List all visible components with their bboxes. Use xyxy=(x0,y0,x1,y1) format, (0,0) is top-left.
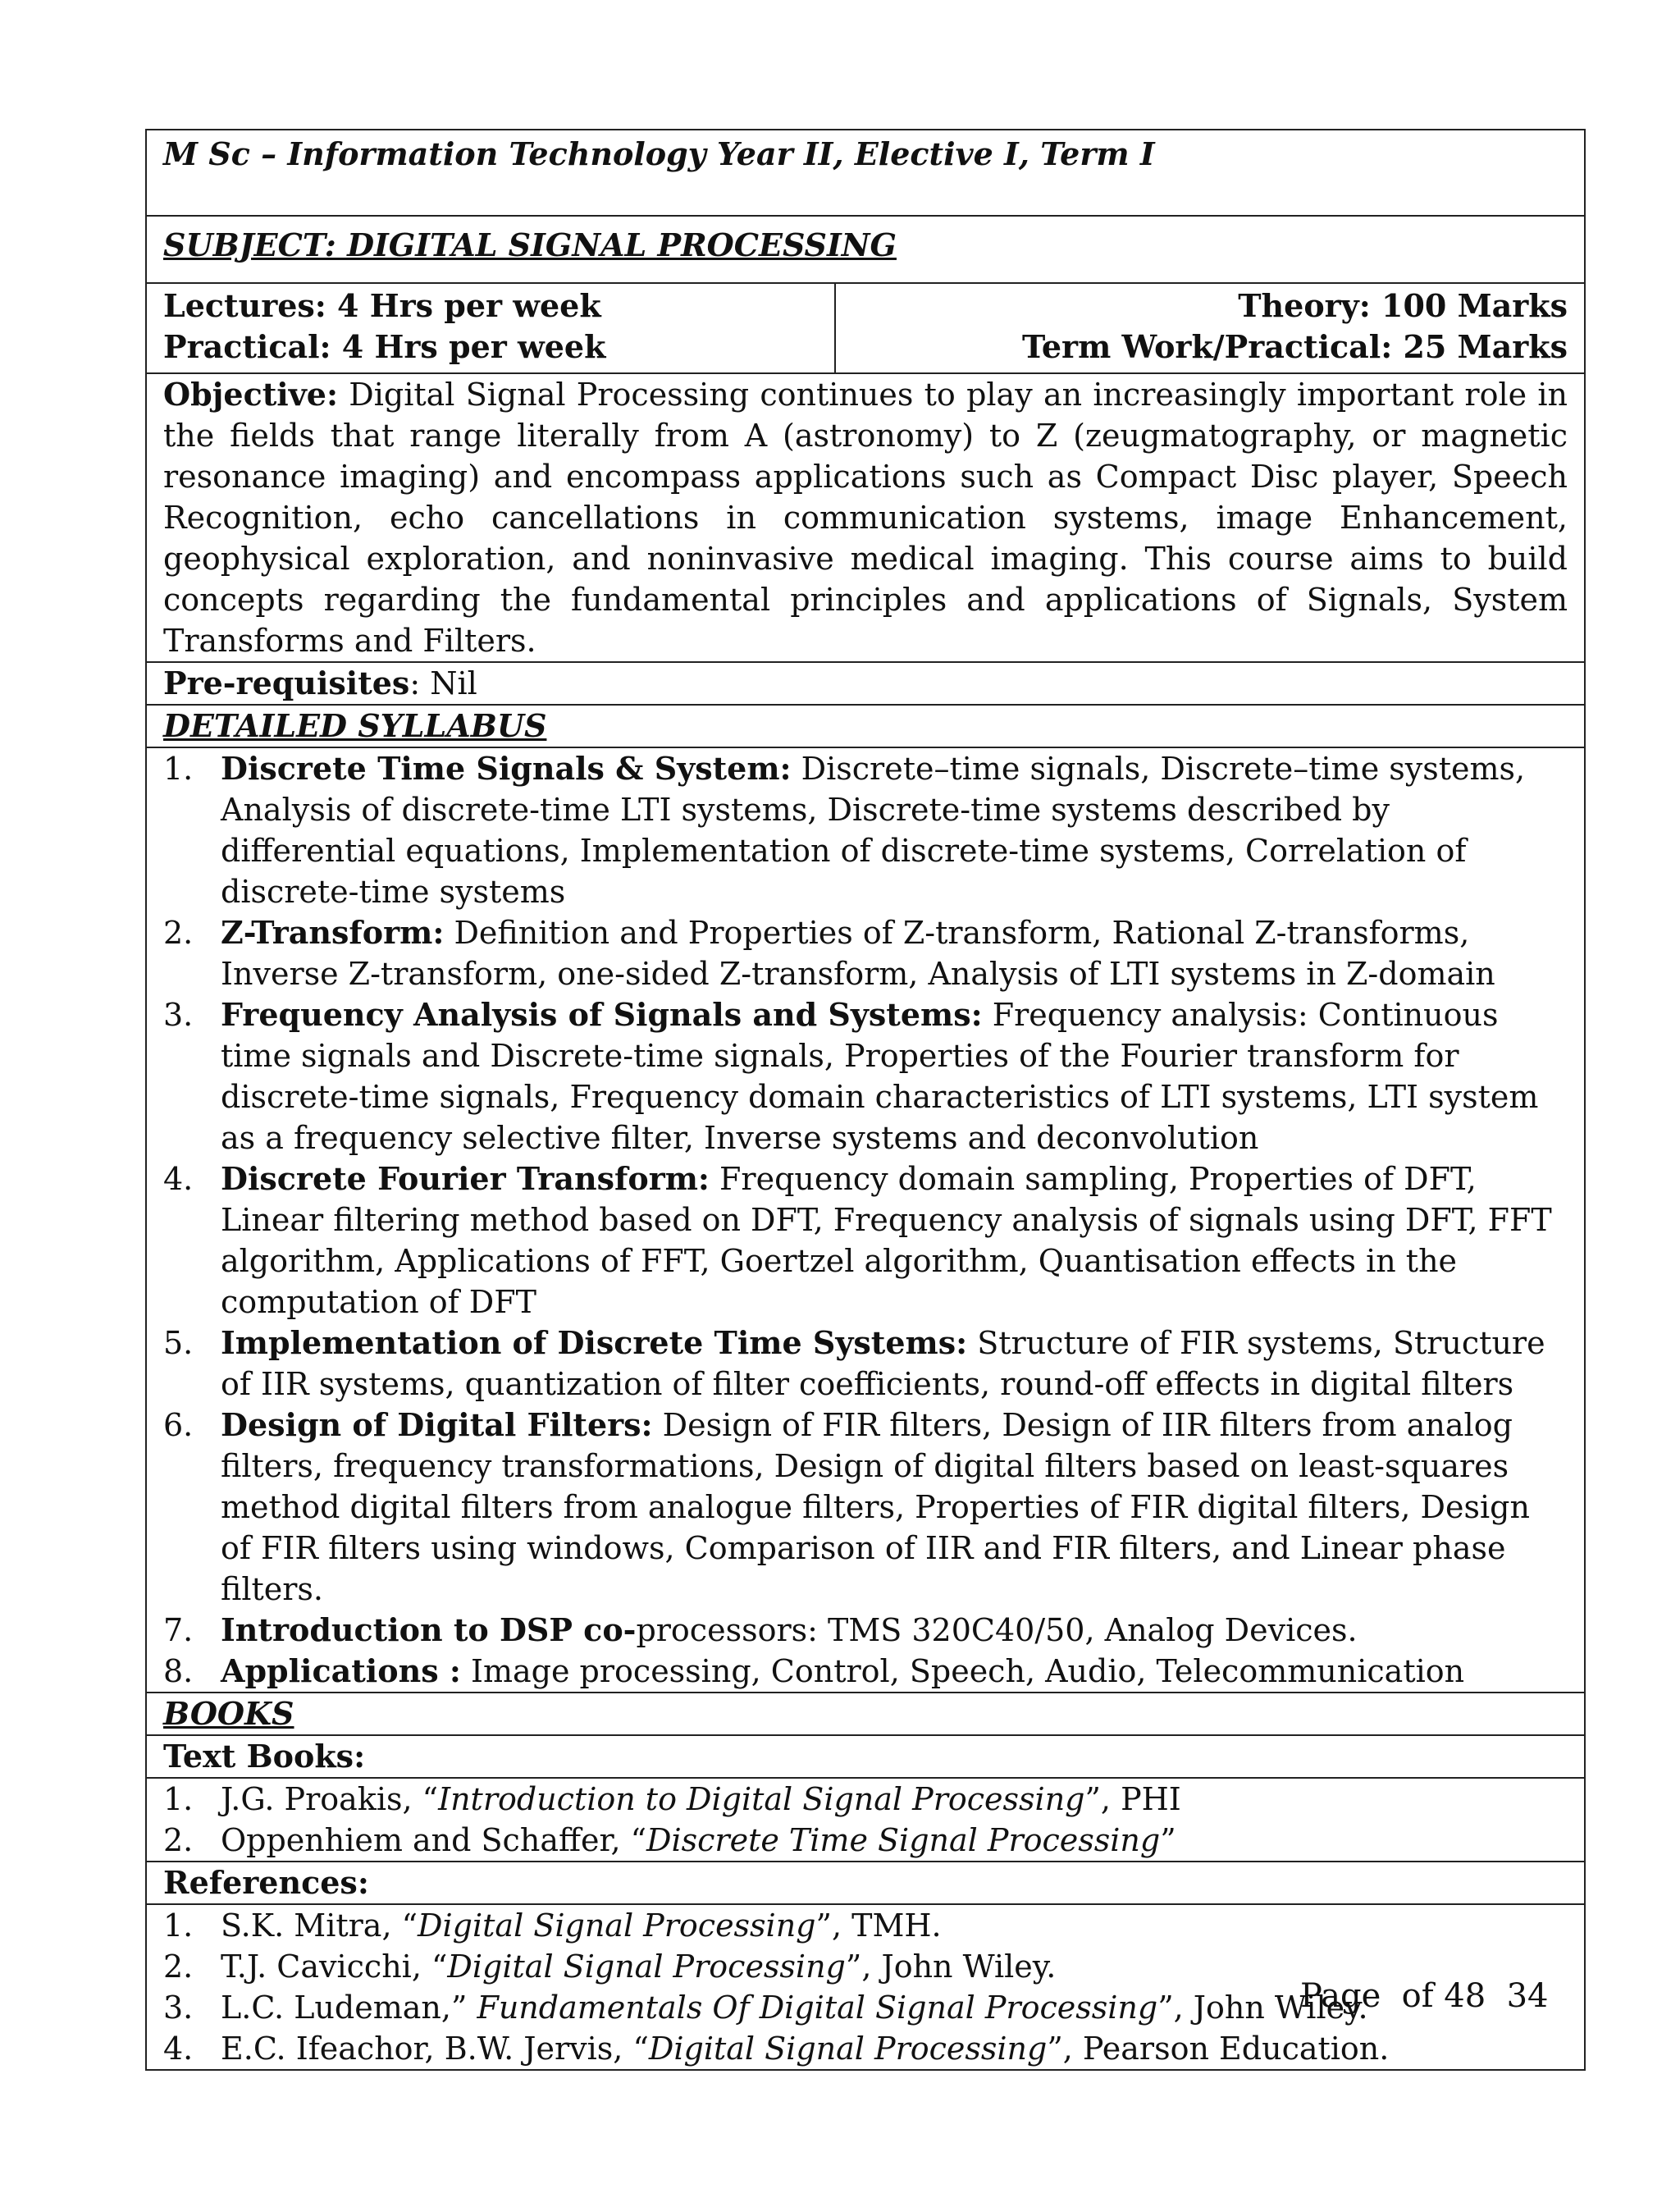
program-title: M Sc – Information Technology Year II, Elective I, Term I xyxy=(163,135,1155,172)
unit-text: Frequency domain sampling, Properties of DFT, Linear filtering method based on DFT, Frequency analysis of signals using DFT, FFT algorithm, Applications of FFT, Goertzel algorithm, Quantisation effects in the computation of DFT xyxy=(221,1161,1552,1320)
list-item: 7. Introduction to DSP co-processors: TMS 320C40/50, Analog Devices. xyxy=(163,1611,1358,1648)
unit-text: processors: TMS 320C40/50, Analog Devices. xyxy=(636,1612,1358,1648)
unit-title: Implementation of Discrete Time Systems: xyxy=(221,1324,968,1361)
prerequisites-label: Pre-requisites xyxy=(163,665,410,701)
books-heading-row xyxy=(147,1693,1584,1736)
list-item: 4. Discrete Fourier Transform: Frequency domain sampling, Properties of DFT, Linear filtering method based on DFT, Frequency analysis of signals using DFT, FFT algorithm, Applications of FFT, Goertzel algorithm, Quantisation effects in the computation of DFT xyxy=(163,1160,1552,1320)
text-books-list xyxy=(163,1779,1568,1861)
list-item: 2. Z-Transform: Definition and Properties of Z-transform, Rational Z-transforms, Inverse Z-transform, one-sided Z-transform, Analysis of LTI systems in Z-domain xyxy=(163,914,1495,992)
references-label-row xyxy=(147,1862,1584,1905)
references-label: References: xyxy=(163,1864,369,1901)
subject-row xyxy=(147,217,1584,284)
hours-marks-row xyxy=(147,284,1584,374)
list-item: 1. Discrete Time Signals & System: Discrete–time signals, Discrete–time systems, Analysis of discrete-time LTI systems, Discrete-time systems described by differential equations, Implementation of discrete-time systems, Correlation of discrete-time systems xyxy=(163,750,1526,910)
unit-title: Discrete Time Signals & System: xyxy=(221,750,792,787)
prerequisites-row xyxy=(147,663,1584,706)
list-item: 1. J.G. Proakis, “Introduction to Digital Signal Processing”, PHI xyxy=(163,1781,1181,1817)
unit-text: Discrete–time signals, Discrete–time systems, Analysis of discrete-time LTI systems, Discrete-time systems described by differential equations, Implementation of discrete-time systems, Correlation of discrete-time systems xyxy=(221,751,1526,910)
book-title: Digital Signal Processing xyxy=(648,2031,1048,2067)
unit-title: Discrete Fourier Transform: xyxy=(221,1160,710,1197)
marks-cell xyxy=(836,284,1584,372)
objective-text: Digital Signal Processing continues to play an increasingly important role in the fields that range literally from A (astronomy) to Z (zeugmatography, or magnetic resonance imaging) and encompass applications such as Compact Disc player, Speech Recognition, echo cancellations in communication systems, image Enhancement, geophysical exploration, and noninvasive medical imaging. This course aims to build concepts regarding the fundamental principles and applications of Signals, System Transforms and Filters. xyxy=(163,377,1568,659)
lectures-hours: Lectures: 4 Hrs per week xyxy=(163,287,601,324)
syllabus-list xyxy=(163,748,1568,1692)
book-title: Digital Signal Processing xyxy=(418,1907,816,1944)
unit-text: Image processing, Control, Speech, Audio, Telecommunication xyxy=(460,1653,1465,1689)
subject-title: SUBJECT: DIGITAL SIGNAL PROCESSING xyxy=(163,226,897,263)
text-books-label: Text Books: xyxy=(163,1738,366,1775)
book-title: Introduction to Digital Signal Processing xyxy=(438,1781,1085,1817)
unit-text: Design of FIR filters, Design of IIR filters from analog filters, frequency transformations, Design of digital filters based on least-squares method digital filters from analogue filters, Properties of FIR digital filters, Design of FIR filters using windows, Comparison of IIR and FIR filters, and Linear phase filters. xyxy=(221,1407,1530,1607)
unit-title: Frequency Analysis of Signals and Systems: xyxy=(221,996,983,1033)
program-header-row xyxy=(147,130,1584,217)
syllabus-list-row xyxy=(147,748,1584,1693)
list-item: 3. L.C. Ludeman,” Fundamentals Of Digital Signal Processing”, John Wiley. xyxy=(163,1990,1368,2026)
book-title: Fundamentals Of Digital Signal Processing xyxy=(477,1990,1158,2026)
objective-row xyxy=(147,374,1584,663)
page-number: Page of 48 34 xyxy=(1300,1977,1549,2015)
syllabus-heading-row xyxy=(147,706,1584,748)
book-title: Digital Signal Processing xyxy=(447,1948,846,1985)
list-item: 4. E.C. Ifeachor, B.W. Jervis, “Digital Signal Processing”, Pearson Education. xyxy=(163,2031,1390,2067)
unit-text: Definition and Properties of Z-transform, Rational Z-transforms, Inverse Z-transform, one-sided Z-transform, Analysis of LTI systems in Z-domain xyxy=(221,915,1495,992)
unit-title: Applications : xyxy=(221,1652,461,1689)
objective-label: Objective: xyxy=(163,376,339,413)
theory-marks: Theory: 100 Marks xyxy=(1238,287,1568,324)
text-books-label-row xyxy=(147,1736,1584,1779)
list-item: 1. S.K. Mitra, “Digital Signal Processing”, TMH. xyxy=(163,1907,942,1944)
hours-cell xyxy=(147,284,836,372)
practical-hours: Practical: 4 Hrs per week xyxy=(163,328,606,365)
text-books-row xyxy=(147,1779,1584,1862)
prerequisites-text: : Nil xyxy=(409,665,477,701)
unit-title: Z-Transform: xyxy=(221,914,445,951)
list-item: 2. T.J. Cavicchi, “Digital Signal Processing”, John Wiley. xyxy=(163,1948,1057,1985)
list-item: 3. Frequency Analysis of Signals and Systems: Frequency analysis: Continuous time signals and Discrete-time signals, Properties of the Fourier transform for discrete-time signals, Frequency domain characteristics of LTI systems, LTI system as a frequency selective filter, Inverse systems and deconvolution xyxy=(163,996,1539,1156)
syllabus-table xyxy=(145,129,1586,2071)
syllabus-heading: DETAILED SYLLABUS xyxy=(163,707,547,744)
unit-title: Design of Digital Filters: xyxy=(221,1406,653,1443)
list-item: 6. Design of Digital Filters: Design of FIR filters, Design of IIR filters from analog filters, frequency transformations, Design of digital filters based on least-squares method digital filters from analogue filters, Properties of FIR digital filters, Design of FIR filters using windows, Comparison of IIR and FIR filters, and Linear phase filters. xyxy=(163,1406,1530,1607)
list-item: 2. Oppenhiem and Schaffer, “Discrete Time Signal Processing” xyxy=(163,1822,1176,1858)
term-work-marks: Term Work/Practical: 25 Marks xyxy=(1021,328,1568,365)
unit-text: Structure of FIR systems, Structure of IIR systems, quantization of filter coefficients, round-off effects in digital filters xyxy=(221,1325,1545,1402)
unit-text: Frequency analysis: Continuous time signals and Discrete-time signals, Properties of the Fourier transform for discrete-time signals, Frequency domain characteristics of LTI systems, LTI system as a frequency selective filter, Inverse systems and deconvolution xyxy=(221,997,1539,1156)
book-title: Discrete Time Signal Processing xyxy=(646,1822,1161,1858)
list-item: 5. Implementation of Discrete Time Systems: Structure of FIR systems, Structure of IIR systems, quantization of filter coefficients, round-off effects in digital filters xyxy=(163,1324,1545,1402)
unit-title: Introduction to DSP co- xyxy=(221,1611,637,1648)
list-item: 8. Applications : Image processing, Control, Speech, Audio, Telecommunication xyxy=(163,1652,1465,1689)
books-heading: BOOKS xyxy=(163,1695,294,1732)
